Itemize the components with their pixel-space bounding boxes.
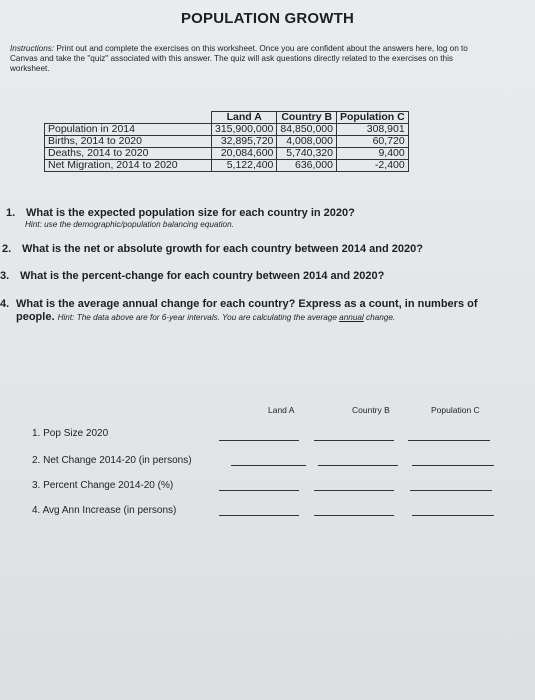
answer-blank[interactable] (314, 515, 394, 516)
table-cell: 4,008,000 (277, 136, 337, 148)
hint-text: Hint: The data above are for 6-year intervals. You are calculating the average (57, 313, 340, 322)
page-title: POPULATION GROWTH (180, 10, 355, 27)
question-number: 1. (6, 207, 16, 219)
answer-blank[interactable] (219, 515, 299, 516)
table-row (45, 160, 409, 172)
table-cell: 60,720 (336, 136, 408, 148)
table-cell: -2,400 (336, 160, 408, 172)
answer-item-percent-change: 3. Percent Change 2014-20 (%) (32, 480, 174, 491)
table-row (45, 136, 409, 148)
table-cell: 308,901 (336, 124, 408, 136)
hint-underlined-word: annual (339, 313, 364, 322)
answer-blank[interactable] (412, 465, 494, 466)
column-header-population-c: Population C (336, 112, 408, 124)
question-text: What is the average annual change for each country? Express as a count, in numbers of people. (16, 298, 478, 323)
question-text: What is the percent-change for each country between 2014 and 2020? (20, 270, 385, 282)
answer-blank[interactable] (314, 490, 394, 491)
row-label: Population in 2014 (45, 124, 212, 136)
table-cell: 315,900,000 (212, 124, 277, 136)
question-3 (0, 270, 384, 282)
question-1-hint: Hint: use the demographic/population balancing equation. (25, 220, 234, 229)
answer-blank[interactable] (410, 490, 492, 491)
question-4 (0, 298, 496, 324)
table-cell: 636,000 (277, 160, 337, 172)
table-cell: 5,740,320 (277, 148, 337, 160)
answer-column-land-a: Land A (268, 405, 295, 415)
instructions-label: Instructions: (10, 44, 55, 53)
row-label: Deaths, 2014 to 2020 (45, 148, 212, 160)
instructions-text: Print out and complete the exercises on this worksheet. Once you are confident about the answers here, log on to Canvas and take the "quiz" associated with this answer. The quiz will ask questions directly related to the exercises on this worksheet. (10, 44, 468, 73)
question-1 (6, 207, 355, 219)
answer-blank[interactable] (408, 440, 490, 441)
answer-item-net-change: 2. Net Change 2014-20 (in persons) (32, 455, 192, 466)
table-cell: 5,122,400 (212, 160, 277, 172)
answer-column-population-c: Population C (431, 405, 480, 415)
question-number: 3. (0, 270, 10, 282)
row-label: Births, 2014 to 2020 (45, 136, 212, 148)
answer-blank[interactable] (219, 490, 299, 491)
question-4-hint (58, 313, 396, 322)
hint-text: change. (363, 313, 396, 322)
column-header-land-a: Land A (212, 112, 277, 124)
row-label: Net Migration, 2014 to 2020 (45, 160, 212, 172)
table-header-row (45, 112, 409, 124)
answer-blank[interactable] (314, 440, 394, 441)
column-header-country-b: Country B (277, 112, 337, 124)
instructions (10, 44, 480, 74)
population-data-table (44, 111, 409, 172)
answer-blank[interactable] (231, 465, 306, 466)
question-number: 2. (2, 243, 12, 255)
question-2 (2, 243, 423, 255)
answer-blank[interactable] (412, 515, 494, 516)
question-number: 4. (0, 298, 10, 310)
answer-blank[interactable] (219, 440, 299, 441)
table-cell: 32,895,720 (212, 136, 277, 148)
question-text: What is the expected population size for each country in 2020? (26, 207, 355, 219)
table-corner (45, 112, 212, 124)
answer-item-pop-size: 1. Pop Size 2020 (32, 428, 109, 439)
table-row (45, 124, 409, 136)
answer-column-country-b: Country B (352, 405, 390, 415)
table-row (45, 148, 409, 160)
question-text: What is the net or absolute growth for each country between 2014 and 2020? (22, 243, 423, 255)
table-cell: 20,084,600 (212, 148, 277, 160)
table-cell: 84,850,000 (277, 124, 337, 136)
answer-item-avg-ann-increase: 4. Avg Ann Increase (in persons) (32, 505, 177, 516)
answer-blank[interactable] (318, 465, 398, 466)
table-cell: 9,400 (336, 148, 408, 160)
